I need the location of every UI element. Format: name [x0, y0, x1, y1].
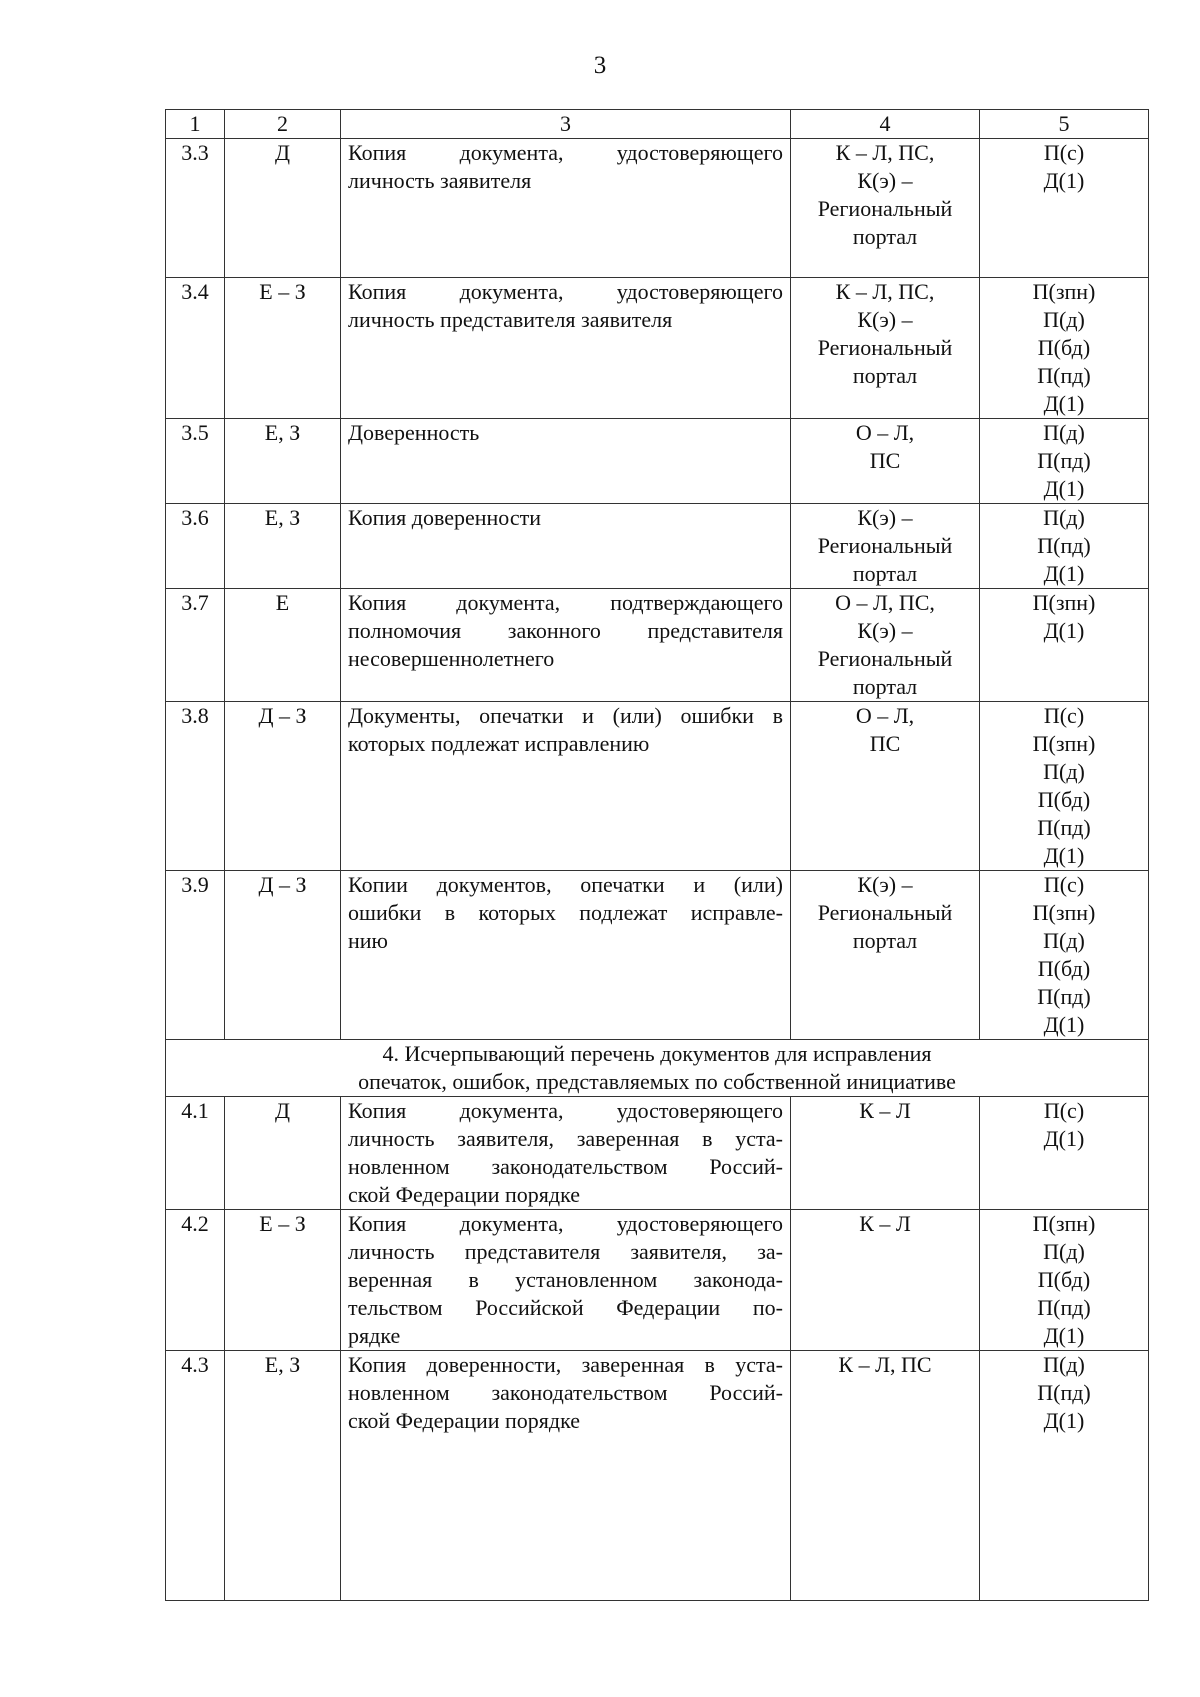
- row-form-line: К – Л: [859, 1098, 911, 1123]
- row-form: [791, 139, 980, 278]
- row-form: [791, 1097, 980, 1210]
- row-form-line: К – Л: [859, 1211, 911, 1236]
- row-codes-line: П(пд): [1037, 1295, 1091, 1320]
- table-body: [166, 110, 1149, 1601]
- row-category: Д – З: [225, 702, 341, 871]
- row-document-line: Копия доверенности: [348, 505, 541, 530]
- row-document-line: веренная в установленном законода-: [348, 1267, 783, 1292]
- table-row: [166, 1097, 1149, 1210]
- row-form-line: К – Л, ПС: [838, 1352, 932, 1377]
- row-codes-line: П(пд): [1037, 815, 1091, 840]
- row-form-line: О – Л,: [855, 420, 915, 445]
- row-codes: [980, 871, 1149, 1040]
- row-codes-line: П(с): [1043, 703, 1085, 728]
- row-document-line: Копия документа, удостоверяющего: [348, 140, 783, 165]
- row-category: Е – З: [225, 278, 341, 419]
- row-codes-line: П(бд): [1037, 335, 1091, 360]
- row-document-line: новленном законодательством Россий-: [348, 1154, 783, 1179]
- row-codes-line: П(бд): [1037, 956, 1091, 981]
- row-document: [341, 504, 791, 589]
- row-number: 3.7: [166, 589, 225, 702]
- section-4-title-line: опечаток, ошибок, представляемых по собственной инициативе: [358, 1069, 956, 1094]
- row-document-line: тельством Российской Федерации по-: [348, 1295, 783, 1320]
- row-form-line: Региональный: [817, 196, 953, 221]
- row-document: [341, 1097, 791, 1210]
- row-form-line: портал: [852, 363, 918, 388]
- row-codes: [980, 1097, 1149, 1210]
- header-col-4: 4: [791, 110, 980, 139]
- row-form-line: Региональный: [817, 646, 953, 671]
- row-form-line: К – Л, ПС,: [835, 140, 935, 165]
- row-form-line: О – Л, ПС,: [835, 590, 935, 615]
- row-codes-line: П(с): [1043, 140, 1085, 165]
- row-codes: [980, 419, 1149, 504]
- row-document-line: Копии документов, опечатки и (или): [348, 872, 783, 897]
- table-row: [166, 871, 1149, 1040]
- row-document: [341, 1210, 791, 1351]
- row-form-line: К(э) –: [857, 307, 913, 332]
- header-col-2: 2: [225, 110, 341, 139]
- row-codes-line: П(д): [1043, 1352, 1085, 1377]
- row-document: [341, 871, 791, 1040]
- row-number: 3.6: [166, 504, 225, 589]
- row-form-line: Региональный: [817, 900, 953, 925]
- table-row: [166, 419, 1149, 504]
- row-document-line: рядке: [348, 1323, 401, 1348]
- row-form-line: портал: [852, 674, 918, 699]
- section-4-title-line: 4. Исчерпывающий перечень документов для исправления: [382, 1041, 932, 1066]
- header-row: [166, 110, 1149, 139]
- row-document-line: нию: [348, 928, 388, 953]
- row-codes-line: Д(1): [1043, 391, 1085, 416]
- row-number: 3.4: [166, 278, 225, 419]
- row-codes-line: Д(1): [1043, 1126, 1085, 1151]
- table-row: [166, 278, 1149, 419]
- row-document-line: личность заявителя, заверенная в уста-: [348, 1126, 783, 1151]
- header-col-3: 3: [341, 110, 791, 139]
- section-4-header-row: [166, 1040, 1149, 1097]
- row-codes-line: П(зпн): [1032, 590, 1096, 615]
- row-number: 3.8: [166, 702, 225, 871]
- row-category: Е, З: [225, 504, 341, 589]
- row-form: [791, 702, 980, 871]
- row-codes-line: П(с): [1043, 1098, 1085, 1123]
- row-form-line: портал: [852, 928, 918, 953]
- row-codes-line: Д(1): [1043, 1408, 1085, 1433]
- row-codes-line: П(зпн): [1032, 1211, 1096, 1236]
- row-form-line: К(э) –: [857, 168, 913, 193]
- row-document: [341, 139, 791, 278]
- row-form-line: портал: [852, 224, 918, 249]
- row-document-line: несовершеннолетнего: [348, 646, 555, 671]
- row-form: [791, 419, 980, 504]
- row-document-line: ской Федерации порядке: [348, 1182, 580, 1207]
- page-number: 3: [593, 52, 607, 79]
- row-codes-line: Д(1): [1043, 561, 1085, 586]
- row-codes: [980, 504, 1149, 589]
- row-codes: [980, 1210, 1149, 1351]
- table-row: [166, 139, 1149, 278]
- row-form: [791, 1351, 980, 1601]
- row-form: [791, 871, 980, 1040]
- row-codes-line: П(зпн): [1032, 279, 1096, 304]
- row-codes-line: П(д): [1043, 759, 1085, 784]
- row-codes-line: П(бд): [1037, 1267, 1091, 1292]
- row-form-line: К – Л, ПС,: [835, 279, 935, 304]
- row-document-line: ошибки в которых подлежат исправле-: [348, 900, 783, 925]
- table-row: [166, 702, 1149, 871]
- row-document-line: Копия документа, подтверждающего: [348, 590, 783, 615]
- row-codes-line: П(д): [1043, 307, 1085, 332]
- row-document-line: личность заявителя: [348, 168, 532, 193]
- row-form-line: ПС: [869, 731, 901, 756]
- row-document: [341, 702, 791, 871]
- row-form-line: Региональный: [817, 335, 953, 360]
- row-codes-line: Д(1): [1043, 843, 1085, 868]
- row-document-line: Копия документа, удостоверяющего: [348, 1098, 783, 1123]
- row-codes-line: Д(1): [1043, 1012, 1085, 1037]
- row-category: Е, З: [225, 1351, 341, 1601]
- row-number: 3.5: [166, 419, 225, 504]
- row-form-line: К(э) –: [857, 872, 913, 897]
- header-col-5: 5: [980, 110, 1149, 139]
- row-number: 4.1: [166, 1097, 225, 1210]
- row-form-line: Региональный: [817, 533, 953, 558]
- row-form-line: ПС: [869, 448, 901, 473]
- row-number: 4.2: [166, 1210, 225, 1351]
- row-form-line: портал: [852, 561, 918, 586]
- row-codes-line: П(зпн): [1032, 900, 1096, 925]
- row-codes-line: Д(1): [1043, 168, 1085, 193]
- row-form-line: К(э) –: [857, 505, 913, 530]
- row-codes: [980, 1351, 1149, 1601]
- row-document-line: личность представителя заявителя: [348, 307, 673, 332]
- row-form-line: К(э) –: [857, 618, 913, 643]
- row-form: [791, 589, 980, 702]
- row-codes-line: П(д): [1043, 420, 1085, 445]
- row-category: Д: [225, 139, 341, 278]
- row-codes: [980, 589, 1149, 702]
- row-form: [791, 504, 980, 589]
- row-form: [791, 278, 980, 419]
- row-document-line: Документы, опечатки и (или) ошибки в: [348, 703, 783, 728]
- row-document: [341, 589, 791, 702]
- row-document-line: Доверенность: [348, 420, 480, 445]
- row-codes-line: П(пд): [1037, 448, 1091, 473]
- row-document-line: которых подлежат исправлению: [348, 731, 650, 756]
- row-codes: [980, 278, 1149, 419]
- row-codes-line: П(д): [1043, 928, 1085, 953]
- row-codes: [980, 702, 1149, 871]
- row-form: [791, 1210, 980, 1351]
- table-row: [166, 1351, 1149, 1601]
- row-codes-line: П(с): [1043, 872, 1085, 897]
- row-codes-line: П(д): [1043, 1239, 1085, 1264]
- row-category: Е, З: [225, 419, 341, 504]
- row-category: Е: [225, 589, 341, 702]
- row-document-line: полномочия законного представителя: [348, 618, 783, 643]
- row-codes-line: П(бд): [1037, 787, 1091, 812]
- row-codes-line: Д(1): [1043, 476, 1085, 501]
- table-row: [166, 589, 1149, 702]
- row-codes-line: П(д): [1043, 505, 1085, 530]
- row-codes-line: П(пд): [1037, 1380, 1091, 1405]
- table-row: [166, 504, 1149, 589]
- row-document-line: Копия доверенности, заверенная в уста-: [348, 1352, 783, 1377]
- row-document: [341, 1351, 791, 1601]
- row-document-line: новленном законодательством Россий-: [348, 1380, 783, 1405]
- row-document-line: ской Федерации порядке: [348, 1408, 580, 1433]
- row-codes: [980, 139, 1149, 278]
- row-codes-line: Д(1): [1043, 618, 1085, 643]
- table-row: [166, 1210, 1149, 1351]
- documents-table: [165, 109, 1149, 1601]
- row-form-line: О – Л,: [855, 703, 915, 728]
- row-codes-line: П(пд): [1037, 984, 1091, 1009]
- row-number: 4.3: [166, 1351, 225, 1601]
- row-document: [341, 278, 791, 419]
- row-codes-line: Д(1): [1043, 1323, 1085, 1348]
- row-codes-line: П(зпн): [1032, 731, 1096, 756]
- row-category: Д – З: [225, 871, 341, 1040]
- row-category: Е – З: [225, 1210, 341, 1351]
- row-document: [341, 419, 791, 504]
- row-category: Д: [225, 1097, 341, 1210]
- row-document-line: Копия документа, удостоверяющего: [348, 1211, 783, 1236]
- row-number: 3.9: [166, 871, 225, 1040]
- row-codes-line: П(пд): [1037, 533, 1091, 558]
- row-codes-line: П(пд): [1037, 363, 1091, 388]
- row-document-line: Копия документа, удостоверяющего: [348, 279, 783, 304]
- row-document-line: личность представителя заявителя, за-: [348, 1239, 783, 1264]
- header-col-1: 1: [166, 110, 225, 139]
- row-number: 3.3: [166, 139, 225, 278]
- section-4-title: [166, 1040, 1149, 1097]
